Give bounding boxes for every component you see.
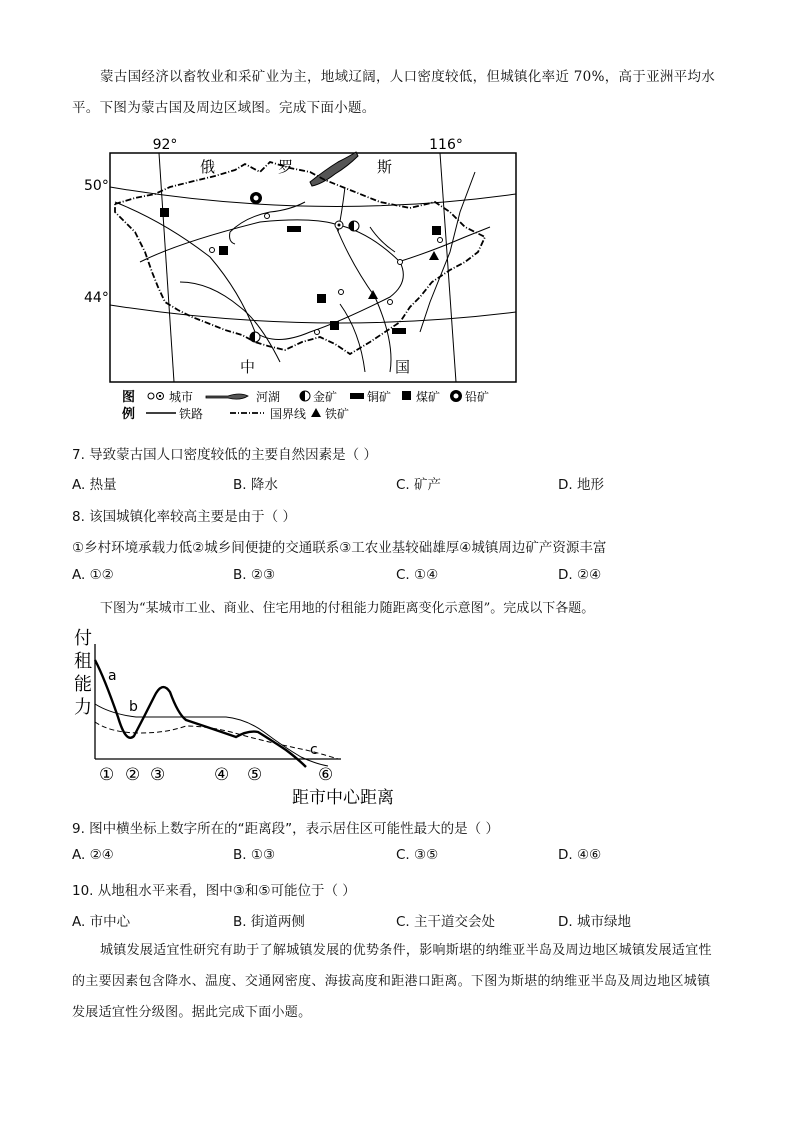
q7-option-d[interactable]: D. 地形 [558, 477, 604, 493]
question-9-stem: 9. 图中横坐标上数字所在的“距离段”，表示居住区可能性最大的是（ ） [72, 821, 499, 837]
intro-paragraph-3: 城镇发展适宜性研究有助于了解城镇发展的优势条件，影响斯堪的纳维亚半岛及周边地区城镇发展适宜性的主要因素包含降水、温度、交通网密度、海拔高度和距港口距离。下图为斯堪的纳维亚半岛及周边地区城镇发展适宜性分级图。据此完成下面小题。 [72, 943, 712, 1020]
x-axis-label: 距市中心距离 [292, 788, 394, 808]
q10-option-b[interactable]: B. 街道两侧 [233, 914, 305, 930]
q8-option-c[interactable]: C. ①④ [396, 567, 439, 583]
tick-4: ④ [214, 765, 230, 785]
q7-option-b[interactable]: B. 降水 [233, 477, 278, 493]
svg-text:铁矿: 铁矿 [325, 407, 350, 421]
intro-paragraph-1: 蒙古国经济以畜牧业和采矿业为主，地域辽阔，人口密度较低，但城镇化率近 70%，高于亚洲平均水平。下图为蒙古国及周边区域图。完成下面小题。 [72, 69, 716, 116]
y-axis-label-3: 能 [74, 674, 92, 695]
q8-option-d[interactable]: D. ②④ [558, 567, 602, 583]
map-label-guo: 国 [395, 358, 411, 376]
svg-text:例: 例 [122, 407, 136, 422]
q7-option-a[interactable]: A. 热量 [72, 477, 117, 493]
map-label-e: 俄 [200, 158, 216, 176]
q8-option-a[interactable]: A. ①② [72, 567, 114, 583]
curve-c [95, 722, 338, 759]
lat-44-label: 44° [84, 290, 109, 306]
svg-text:铁路: 铁路 [179, 407, 204, 421]
svg-text:河湖: 河湖 [256, 390, 281, 404]
copper-icon [350, 393, 364, 399]
intro-paragraph-2: 下图为“某城市工业、商业、住宅用地的付租能力随距离变化示意图”。完成以下各题。 [100, 601, 595, 616]
q10-option-a[interactable]: A. 市中心 [72, 914, 131, 930]
bid-rent-diagram [66, 622, 406, 808]
q10-option-d[interactable]: D. 城市绿地 [558, 914, 631, 930]
tick-1: ① [99, 765, 115, 785]
q7-option-c[interactable]: C. 矿产 [396, 477, 442, 493]
question-10-stem: 10. 从地租水平来看，图中③和⑤可能位于（ ） [72, 883, 356, 899]
map-label-si: 斯 [377, 158, 393, 176]
lon-92-label: 92° [152, 137, 178, 153]
map-label-zhong: 中 [240, 358, 256, 376]
lon-116-label: 116° [429, 137, 463, 153]
map-legend [122, 389, 489, 422]
svg-text:金矿: 金矿 [313, 390, 338, 404]
question-7-stem: 7. 导致蒙古国人口密度较低的主要自然因素是（ ） [72, 447, 377, 463]
svg-text:城市: 城市 [169, 390, 194, 404]
tick-3: ③ [150, 765, 166, 785]
svg-text:煤矿: 煤矿 [416, 390, 441, 404]
tick-6: ⑥ [318, 765, 334, 785]
question-8-stem: 8. 该国城镇化率较高主要是由于（ ） [72, 509, 296, 525]
curve-label-b: b [129, 699, 138, 715]
iron-icon [311, 408, 321, 417]
q9-option-c[interactable]: C. ③⑤ [396, 847, 439, 863]
river-icon [206, 394, 248, 399]
svg-text:国界线: 国界线 [270, 407, 307, 421]
y-axis-label-2: 租 [74, 651, 92, 672]
y-axis-label-4: 力 [74, 697, 92, 718]
coal-icon [402, 391, 411, 400]
q10-option-c[interactable]: C. 主干道交会处 [396, 914, 496, 930]
q8-option-b[interactable]: B. ②③ [233, 567, 276, 583]
svg-text:铅矿: 铅矿 [465, 390, 490, 404]
svg-text:铜矿: 铜矿 [367, 390, 392, 404]
lat-50-label: 50° [84, 178, 109, 194]
question-8-statement: ①乡村环境承载力低②城乡间便捷的交通联系③工农业基较础雄厚④城镇周边矿产资源丰富 [72, 540, 607, 556]
curve-a [95, 660, 306, 767]
svg-text:图: 图 [122, 390, 136, 405]
curve-label-c: c [310, 742, 318, 758]
q9-option-b[interactable]: B. ①③ [233, 847, 276, 863]
city-icon [148, 393, 154, 399]
mongolia-map [80, 132, 530, 424]
tick-5: ⑤ [247, 765, 263, 785]
tick-2: ② [125, 765, 141, 785]
q9-option-d[interactable]: D. ④⑥ [558, 847, 602, 863]
curve-label-a: a [108, 668, 117, 684]
q9-option-a[interactable]: A. ②④ [72, 847, 114, 863]
y-axis-label-1: 付 [74, 628, 92, 649]
map-label-luo: 罗 [278, 158, 294, 176]
